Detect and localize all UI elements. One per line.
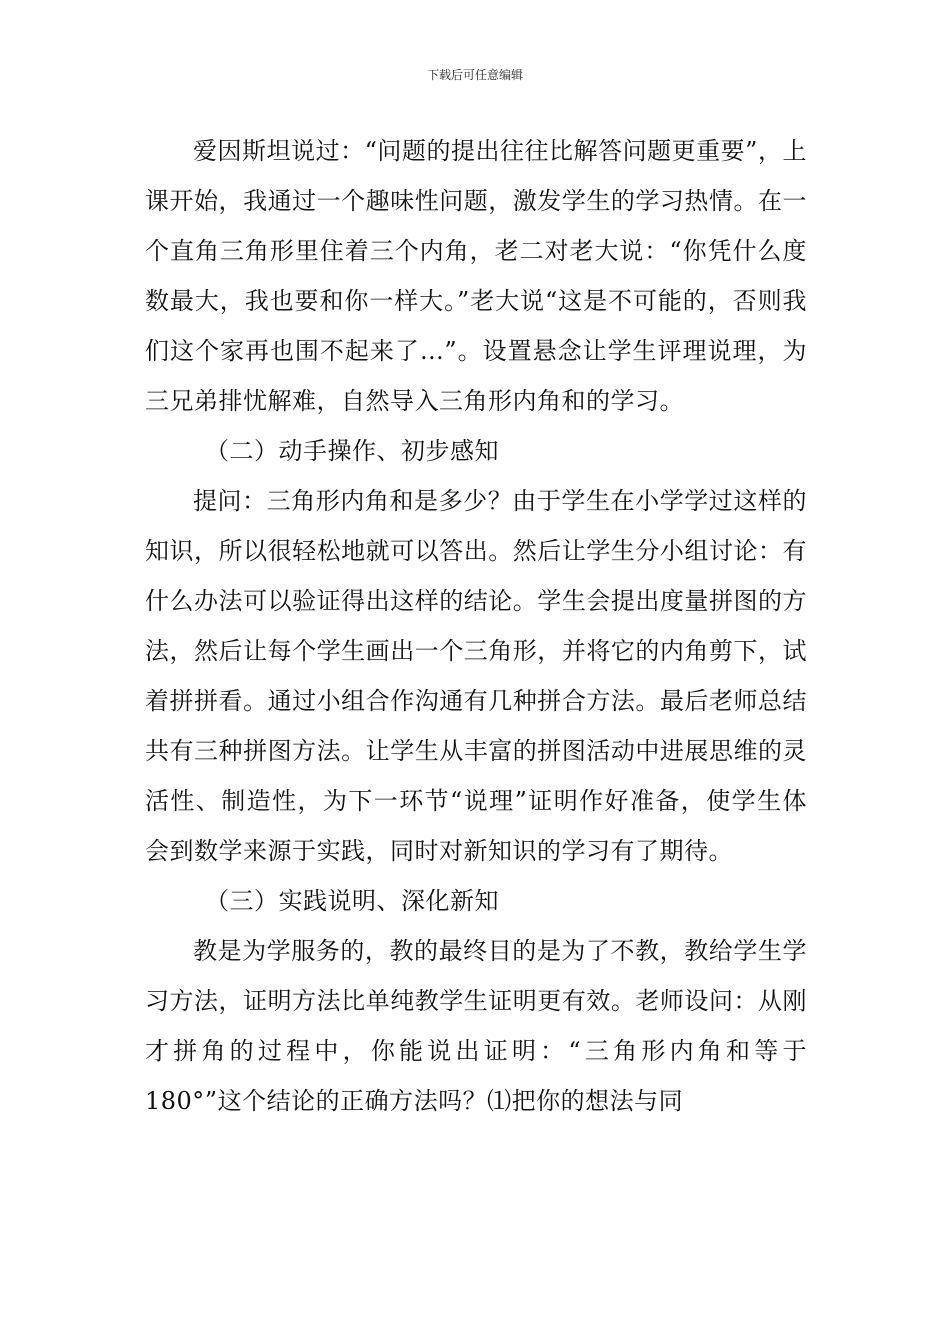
paragraph-hands-on: 提问：三角形内角和是多少？由于学生在小学学过这样的知识，所以很轻松地就可以答出。然后让学生分小组讨论：有什么办法可以验证得出这样的结论。学生会提出度量拼图的方法，然后让每个学生画出一个三角形，并将它的内角剪下，试着拼拼看。通过小组合作沟通有几种拼合方法。最后老师总结共有三种拼图方法。让学生从丰富的拼图活动中进展思维的灵活性、制造性，为下一环节“说理”证明作好准备，使学生体会到数学来源于实践，同时对新知识的学习有了期待。	[145, 487, 807, 865]
page-header: 下载后可任意编辑	[426, 68, 523, 82]
document-body	[145, 126, 807, 1126]
section-heading-3: （三）实践说明、深化新知	[205, 887, 499, 915]
paragraph-practice: 教是为学服务的，教的最终目的是为了不教，教给学生学习方法，证明方法比单纯教学生证明更有效。老师设问：从刚才拼角的过程中，你能说出证明：“三角形内角和等于 180°”这个结论的正确方法吗？⑴把你的想法与同	[145, 937, 807, 1115]
paragraph-intro: 爱因斯坦说过：“问题的提出往往比解答问题更重要”，上课开始，我通过一个趣味性问题，激发学生的学习热情。在一个直角三角形里住着三个内角，老二对老大说：“你凭什么度数最大，我也要和你一样大。”老大说“这是不可能的，否则我们这个家再也围不起来了…”。设置悬念让学生评理说理，为三兄弟排忧解难，自然导入三角形内角和的学习。	[145, 137, 807, 415]
section-heading-2: （二）动手操作、初步感知	[205, 437, 499, 465]
